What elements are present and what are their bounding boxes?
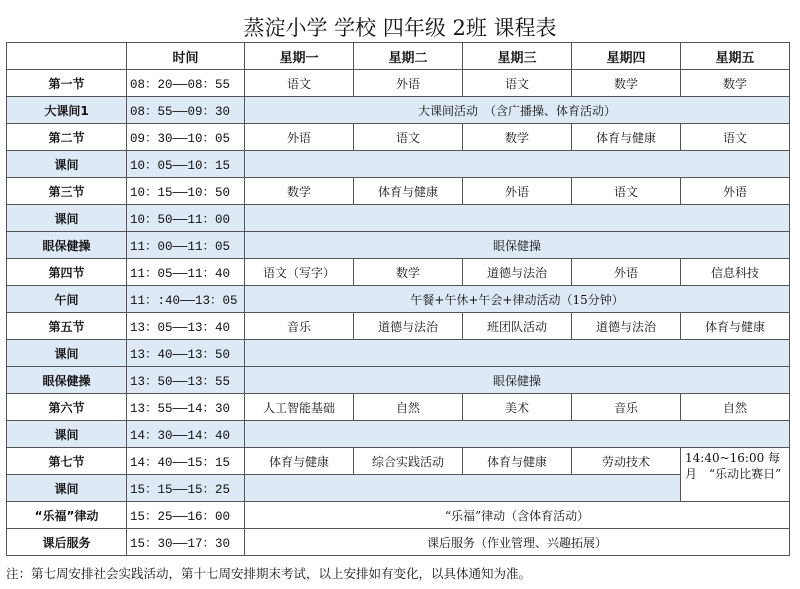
table-row bbox=[7, 475, 790, 502]
class-cell: 道德与法治 bbox=[354, 313, 463, 340]
period-label: 午间 bbox=[7, 286, 127, 313]
table-row bbox=[7, 394, 790, 421]
period-time: 13：55——14：30 bbox=[127, 394, 245, 421]
class-cell: 数学 bbox=[245, 178, 354, 205]
header-wednesday: 星期三 bbox=[463, 43, 572, 70]
period-time: 15：15——15：25 bbox=[127, 475, 245, 502]
period-time: 13：50——13：55 bbox=[127, 367, 245, 394]
merged-activity-cell bbox=[245, 475, 681, 502]
period-label: 课间 bbox=[7, 340, 127, 367]
class-cell: 数学 bbox=[463, 124, 572, 151]
class-cell: 班团队活动 bbox=[463, 313, 572, 340]
class-cell: 信息科技 bbox=[681, 259, 790, 286]
table-row bbox=[7, 232, 790, 259]
class-cell: 语文 bbox=[245, 70, 354, 97]
table-row bbox=[7, 313, 790, 340]
class-cell: 道德与法治 bbox=[463, 259, 572, 286]
period-label: 课间 bbox=[7, 151, 127, 178]
header-corner bbox=[7, 43, 127, 70]
table-row bbox=[7, 70, 790, 97]
timetable-title: 蒸淀小学 学校 四年级 2班 课程表 bbox=[243, 16, 557, 40]
merged-activity-cell: 大课间活动 （含广播操、体育活动） bbox=[245, 97, 790, 124]
header-monday: 星期一 bbox=[245, 43, 354, 70]
table-row bbox=[7, 205, 790, 232]
class-cell: 数学 bbox=[354, 259, 463, 286]
period-label: 课后服务 bbox=[7, 529, 127, 556]
table-row bbox=[7, 529, 790, 556]
table-row bbox=[7, 124, 790, 151]
period-time: 11：00——11：05 bbox=[127, 232, 245, 259]
class-cell: 数学 bbox=[681, 70, 790, 97]
period-time: 11：:40——13：05 bbox=[127, 286, 245, 313]
period-time: 08：20——08：55 bbox=[127, 70, 245, 97]
period-time: 10：50——11：00 bbox=[127, 205, 245, 232]
merged-activity-cell: 眼保健操 bbox=[245, 232, 790, 259]
period-label: 第五节 bbox=[7, 313, 127, 340]
table-row bbox=[7, 286, 790, 313]
class-cell: 自然 bbox=[681, 394, 790, 421]
table-row bbox=[7, 340, 790, 367]
class-cell: 外语 bbox=[245, 124, 354, 151]
class-cell: 体育与健康 bbox=[463, 448, 572, 475]
merged-activity-cell bbox=[245, 340, 790, 367]
period-time: 13：40——13：50 bbox=[127, 340, 245, 367]
table-row bbox=[7, 421, 790, 448]
period-label: 课间 bbox=[7, 205, 127, 232]
header-time: 时间 bbox=[127, 43, 245, 70]
table-row bbox=[7, 448, 790, 475]
friday-seventh-note: 14:40~16:00 每月 “乐动比赛日” bbox=[681, 448, 790, 502]
class-cell: 道德与法治 bbox=[572, 313, 681, 340]
table-row bbox=[7, 502, 790, 529]
class-cell: 音乐 bbox=[245, 313, 354, 340]
class-cell: 语文 bbox=[354, 124, 463, 151]
period-time: 14：40——15：15 bbox=[127, 448, 245, 475]
period-time: 15：30——17：30 bbox=[127, 529, 245, 556]
period-label: 眼保健操 bbox=[7, 367, 127, 394]
class-cell: 体育与健康 bbox=[245, 448, 354, 475]
period-time: 10：15——10：50 bbox=[127, 178, 245, 205]
merged-activity-cell: “乐福”律动（含体育活动） bbox=[245, 502, 790, 529]
merged-activity-cell: 午餐+午休+午会+律动活动（15分钟） bbox=[245, 286, 790, 313]
table-row bbox=[7, 178, 790, 205]
merged-activity-cell: 眼保健操 bbox=[245, 367, 790, 394]
merged-activity-cell bbox=[245, 205, 790, 232]
period-time: 08：55——09：30 bbox=[127, 97, 245, 124]
header-tuesday: 星期二 bbox=[354, 43, 463, 70]
header-friday: 星期五 bbox=[681, 43, 790, 70]
class-cell: 体育与健康 bbox=[681, 313, 790, 340]
table-row bbox=[7, 97, 790, 124]
class-cell: 语文 bbox=[572, 178, 681, 205]
period-time: 13：05——13：40 bbox=[127, 313, 245, 340]
period-time: 10：05——10：15 bbox=[127, 151, 245, 178]
period-time: 09：30——10：05 bbox=[127, 124, 245, 151]
merged-activity-cell bbox=[245, 151, 790, 178]
period-label: 眼保健操 bbox=[7, 232, 127, 259]
class-cell: 外语 bbox=[463, 178, 572, 205]
table-row bbox=[7, 367, 790, 394]
table-row bbox=[7, 259, 790, 286]
class-cell: 体育与健康 bbox=[572, 124, 681, 151]
class-cell: 音乐 bbox=[572, 394, 681, 421]
class-cell: 外语 bbox=[572, 259, 681, 286]
period-label: 第三节 bbox=[7, 178, 127, 205]
header-thursday: 星期四 bbox=[572, 43, 681, 70]
class-cell: 自然 bbox=[354, 394, 463, 421]
period-label: 第七节 bbox=[7, 448, 127, 475]
period-label: 第四节 bbox=[7, 259, 127, 286]
period-label: 课间 bbox=[7, 475, 127, 502]
header-row bbox=[7, 43, 790, 70]
merged-activity-cell: 课后服务（作业管理、兴趣拓展） bbox=[245, 529, 790, 556]
period-time: 15：25——16：00 bbox=[127, 502, 245, 529]
class-cell: 人工智能基础 bbox=[245, 394, 354, 421]
class-cell: 语文（写字） bbox=[245, 259, 354, 286]
footnote: 注：第七周安排社会实践活动，第十七周安排期末考试，以上安排如有变化，以具体通知为准。 bbox=[6, 566, 532, 581]
merged-activity-cell bbox=[245, 421, 790, 448]
class-cell: 体育与健康 bbox=[354, 178, 463, 205]
class-cell: 语文 bbox=[463, 70, 572, 97]
period-label: 第一节 bbox=[7, 70, 127, 97]
class-cell: 外语 bbox=[681, 178, 790, 205]
period-time: 14：30——14：40 bbox=[127, 421, 245, 448]
period-label: “乐福”律动 bbox=[7, 502, 127, 529]
class-cell: 综合实践活动 bbox=[354, 448, 463, 475]
class-cell: 外语 bbox=[354, 70, 463, 97]
period-label: 第六节 bbox=[7, 394, 127, 421]
period-label: 课间 bbox=[7, 421, 127, 448]
period-label: 第二节 bbox=[7, 124, 127, 151]
period-time: 11：05——11：40 bbox=[127, 259, 245, 286]
class-cell: 劳动技术 bbox=[572, 448, 681, 475]
timetable bbox=[6, 42, 790, 556]
period-label: 大课间1 bbox=[7, 97, 127, 124]
class-cell: 语文 bbox=[681, 124, 790, 151]
table-row bbox=[7, 151, 790, 178]
class-cell: 美术 bbox=[463, 394, 572, 421]
class-cell: 数学 bbox=[572, 70, 681, 97]
